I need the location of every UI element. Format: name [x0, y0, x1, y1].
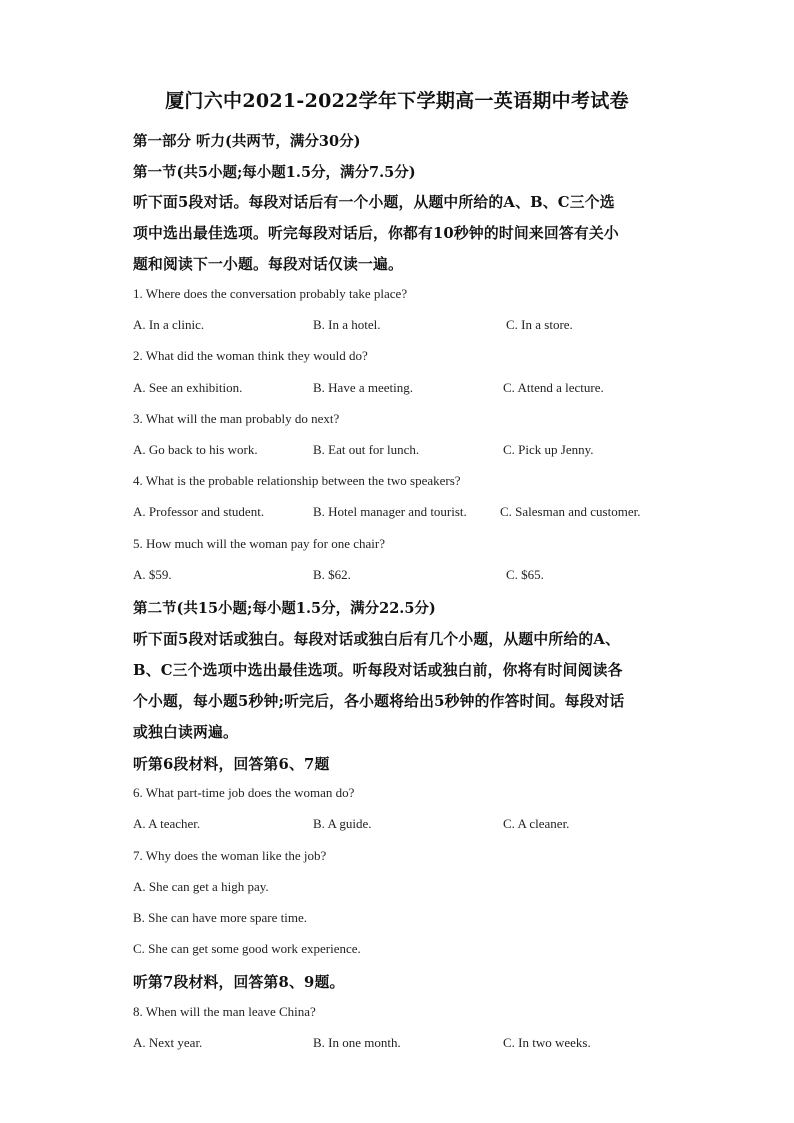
q7-option-b: B. She can have more spare time.	[133, 910, 307, 925]
q6-option-b: B. A guide.	[313, 816, 372, 831]
question-5: 5. How much will the woman pay for one chair?	[133, 536, 385, 551]
section2-instruction-line: 或独白读两遍。	[133, 724, 238, 741]
section2-heading: 第二节(共15小题;每小题1.5分，满分22.5分)	[133, 600, 436, 617]
section2-instruction-line: 个小题，每小题5秒钟;听完后，各小题将给出5秒钟的作答时间。每段对话	[133, 693, 625, 710]
exam-title: 厦门六中2021-2022学年下学期高一英语期中考试卷	[165, 90, 629, 112]
section2-instruction-line: 听下面5段对话或独白。每段对话或独白后有几个小题，从题中所给的A、	[133, 631, 621, 648]
q5-option-a: A. $59.	[133, 567, 172, 582]
q8-option-b: B. In one month.	[313, 1035, 401, 1050]
question-2: 2. What did the woman think they would do?	[133, 348, 368, 363]
q3-option-b: B. Eat out for lunch.	[313, 442, 420, 457]
q7-option-a: A. She can get a high pay.	[133, 879, 269, 894]
question-7: 7. Why does the woman like the job?	[133, 848, 327, 863]
question-6: 6. What part-time job does the woman do?	[133, 785, 355, 800]
section1-instruction-line: 听下面5段对话。每段对话后有一个小题，从题中所给的A、B、C三个选	[133, 194, 615, 211]
group-6-heading: 听第6段材料，回答第6、7题	[133, 756, 330, 773]
question-1: 1. Where does the conversation probably take place?	[133, 286, 408, 301]
section2-instruction-line: B、C三个选项中选出最佳选项。听每段对话或独白前，你将有时间阅读各	[133, 662, 623, 679]
section1-instruction-line: 题和阅读下一小题。每段对话仅读一遍。	[133, 256, 403, 273]
q3-option-c: C. Pick up Jenny.	[503, 442, 594, 457]
q3-option-a: A. Go back to his work.	[133, 442, 258, 457]
group-7-heading: 听第7段材料，回答第8、9题。	[133, 974, 345, 991]
question-8: 8. When will the man leave China?	[133, 1004, 316, 1019]
section1-instruction-line: 项中选出最佳选项。听完每段对话后，你都有10秒钟的时间来回答有关小	[133, 225, 619, 242]
q2-option-c: C. Attend a lecture.	[503, 380, 604, 395]
q5-option-b: B. $62.	[313, 567, 351, 582]
question-3: 3. What will the man probably do next?	[133, 411, 340, 426]
q1-option-b: B. In a hotel.	[313, 317, 381, 332]
q4-option-a: A. Professor and student.	[133, 504, 265, 519]
q4-option-b: B. Hotel manager and tourist.	[313, 504, 467, 519]
q8-option-c: C. In two weeks.	[503, 1035, 591, 1050]
q2-option-a: A. See an exhibition.	[133, 380, 243, 395]
question-4: 4. What is the probable relationship between the two speakers?	[133, 473, 461, 488]
q8-option-a: A. Next year.	[133, 1035, 203, 1050]
q6-option-a: A. A teacher.	[133, 816, 201, 831]
q2-option-b: B. Have a meeting.	[313, 380, 413, 395]
q4-option-c: C. Salesman and customer.	[500, 504, 641, 519]
q1-option-c: C. In a store.	[506, 317, 573, 332]
q7-option-c: C. She can get some good work experience.	[133, 941, 361, 956]
part1-heading: 第一部分 听力(共两节，满分30分)	[133, 133, 361, 150]
q6-option-c: C. A cleaner.	[503, 816, 570, 831]
q1-option-a: A. In a clinic.	[133, 317, 205, 332]
q5-option-c: C. $65.	[506, 567, 544, 582]
section1-heading: 第一节(共5小题;每小题1.5分，满分7.5分)	[133, 164, 416, 181]
